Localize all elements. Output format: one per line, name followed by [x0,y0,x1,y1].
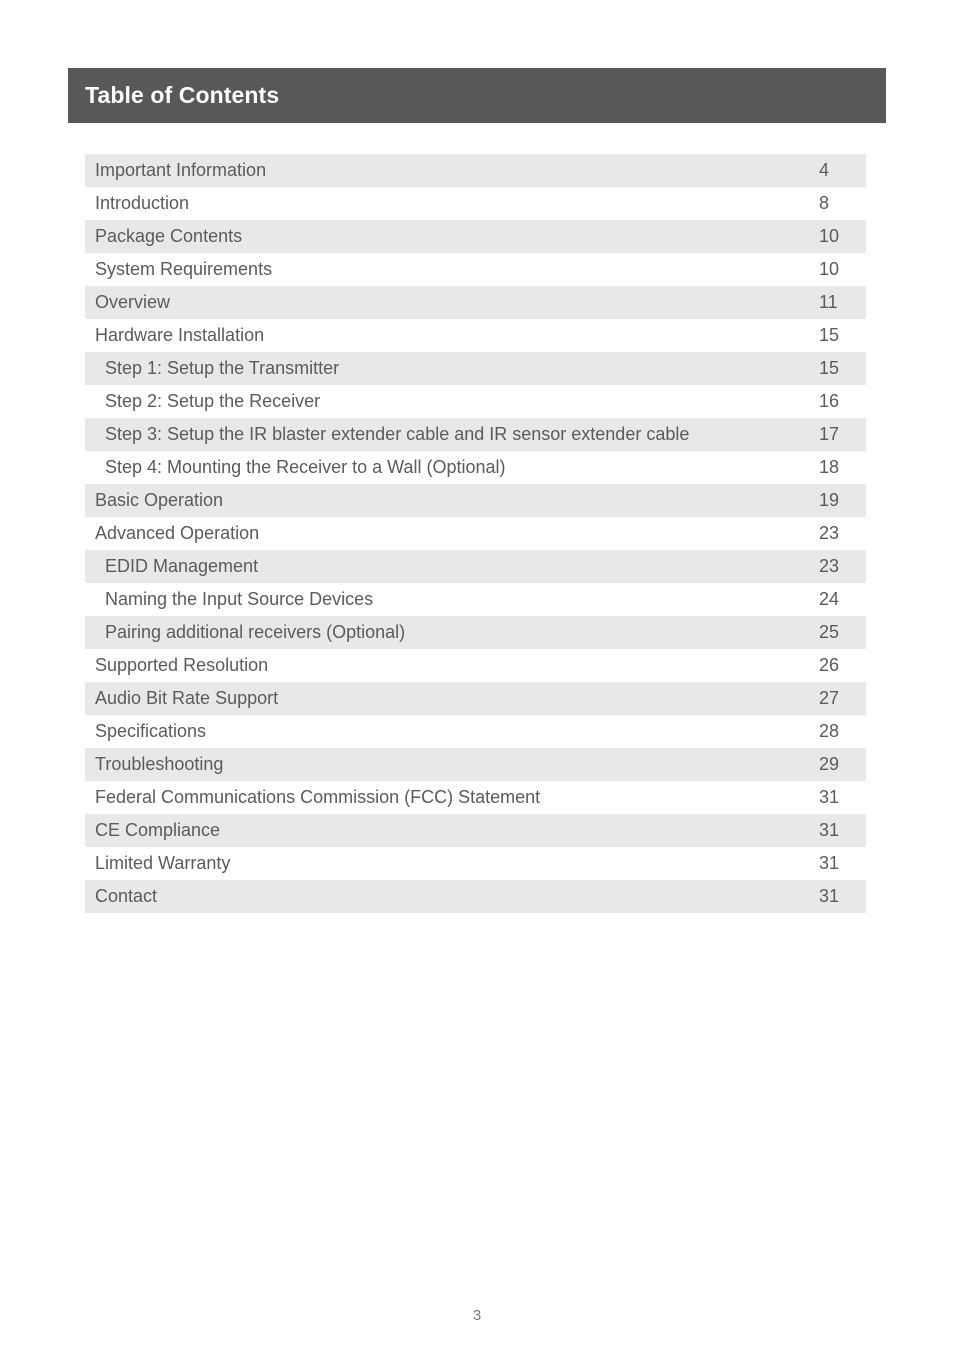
toc-entry-page: 26 [819,655,840,675]
toc-entry-title: Step 2: Setup the Receiver [105,391,321,411]
toc-row[interactable] [85,781,866,814]
toc-entry-page: 16 [819,391,840,411]
toc-entry-title: Audio Bit Rate Support [95,688,279,708]
toc-row[interactable] [85,880,866,913]
toc-entry-title: Pairing additional receivers (Optional) [105,622,406,642]
toc-entry-page: 31 [819,787,840,807]
toc-entry-title: Package Contents [95,226,243,246]
toc-entry-title: Hardware Installation [95,325,265,345]
toc-entry-title: Basic Operation [95,490,224,510]
toc-row[interactable] [85,517,866,550]
toc-entry-page: 24 [819,589,840,609]
toc-row[interactable] [85,814,866,847]
toc-entry-title: Overview [95,292,171,312]
toc-entry-page: 28 [819,721,840,741]
toc-row[interactable] [85,715,866,748]
toc-entry-page: 10 [819,259,840,279]
toc-entry-title: Naming the Input Source Devices [105,589,374,609]
toc-entry-page: 25 [819,622,840,642]
toc-entry-title: CE Compliance [95,820,221,840]
toc-entry-title: Introduction [95,193,190,213]
toc-entry-page: 11 [819,292,838,312]
toc-entry-title: Specifications [95,721,207,741]
toc-entry-title: Step 1: Setup the Transmitter [105,358,340,378]
toc-entry-title: EDID Management [105,556,259,576]
toc-header-bar [68,68,886,123]
toc-entry-page: 15 [819,325,840,345]
toc-entry-title: Federal Communications Commission (FCC) Statement [95,787,541,807]
toc-row[interactable] [85,616,866,649]
toc-entry-title: Limited Warranty [95,853,231,873]
toc-row[interactable] [85,847,866,880]
toc-entry-title: Contact [95,886,158,906]
toc-entry-page: 23 [819,523,840,543]
toc-entry-page: 27 [819,688,840,708]
toc-row[interactable] [85,484,866,517]
toc-entry-page: 8 [819,193,830,213]
toc-row[interactable] [85,451,866,484]
toc-row[interactable] [85,187,866,220]
toc-entry-title: System Requirements [95,259,273,279]
toc-entry-page: 10 [819,226,840,246]
toc-row[interactable] [85,319,866,352]
page-title: Table of Contents [85,82,280,108]
toc-row[interactable] [85,649,866,682]
toc-entry-title: Advanced Operation [95,523,260,543]
toc-row[interactable] [85,550,866,583]
toc-entry-title: Step 4: Mounting the Receiver to a Wall (Optional) [105,457,506,477]
page-number: 3 [472,1307,482,1324]
toc-entry-page: 31 [819,820,840,840]
toc-entry-page: 17 [819,424,840,444]
toc-row[interactable] [85,418,866,451]
toc-row[interactable] [85,385,866,418]
toc-table [85,154,866,913]
toc-entry-page: 19 [819,490,840,510]
toc-row[interactable] [85,154,866,187]
toc-entry-page: 29 [819,754,840,774]
toc-entry-title: Supported Resolution [95,655,269,675]
toc-entry-page: 15 [819,358,840,378]
toc-entry-page: 4 [819,160,830,180]
toc-entry-page: 31 [819,853,840,873]
toc-row[interactable] [85,682,866,715]
toc-row[interactable] [85,286,866,319]
toc-entry-title: Troubleshooting [95,754,224,774]
toc-entry-title: Important Information [95,160,267,180]
toc-row[interactable] [85,583,866,616]
toc-entry-title: Step 3: Setup the IR blaster extender cable and IR sensor extender cable [105,424,690,444]
toc-entry-page: 18 [819,457,840,477]
toc-row[interactable] [85,220,866,253]
toc-row[interactable] [85,748,866,781]
toc-row[interactable] [85,352,866,385]
toc-row[interactable] [85,253,866,286]
toc-entry-page: 31 [819,886,840,906]
toc-entry-page: 23 [819,556,840,576]
